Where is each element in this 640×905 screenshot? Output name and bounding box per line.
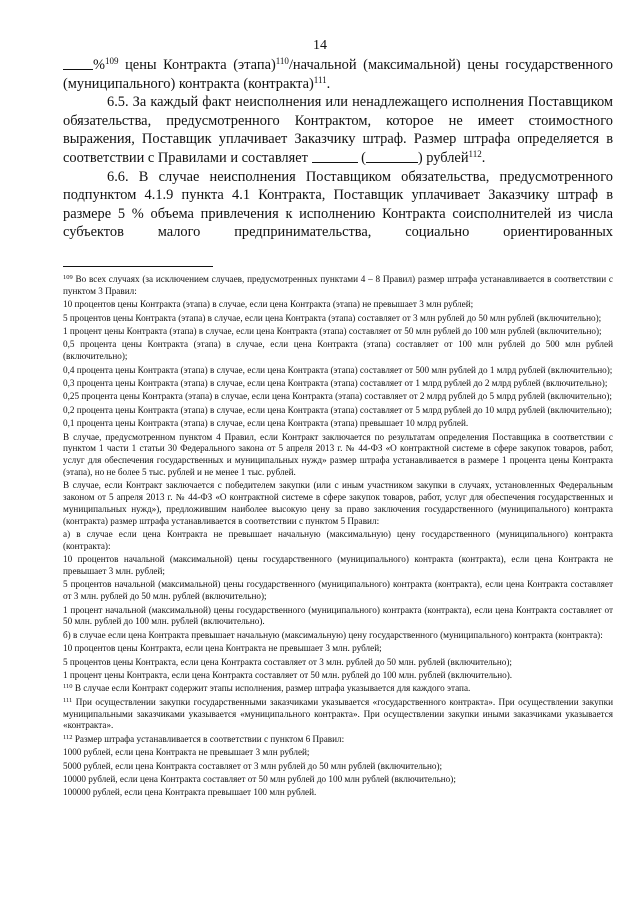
footnote-line: 1 процент начальной (максимальной) цены государственного (муниципального) контракта (контракта), если цена Контракта составляет от 50 млн. рублей до 100 млн. рублей (включительно). — [63, 604, 613, 627]
footnote-line: 1 процент цены Контракта, если цена Контракта составляет от 50 млн. рублей до 100 млн. рублей (включительно). — [63, 669, 513, 680]
footnote-111: $^{111}$ При осуществлении закупки государственными заказчиками указывается «государственного контракта». При осуществлении закупки муниципальными заказчиками указывается «муниципального контракта». При осуществлении закупки иными заказчиками указывается «контракта». — [63, 696, 613, 731]
paragraph-6-5: 6.5. За каждый факт неисполнения или ненадлежащего исполнения Поставщиком обязательства, предусмотренного Контрактом, которое не имеет стоимостного выражения, Поставщик уплачивает Заказчику штраф. Размер штрафа определяется в соответствии с Правилами и составляет ( ) рублей$^{112}$. — [63, 94, 613, 166]
footnote-line: В случае, если Контракт заключается с победителем закупки (или с иным участником закупки в случаях, установленных Федеральным законом от 5 апреля 2013 г. № 44-ФЗ «О контрактной системе в сфере закупок товаров, работ, услуг для обеспечения государственных и муниципальных нужд»), предложившим наиболее высокую цену за право заключения государственного (муниципального) контракта (контракта) размер штрафа устанавливается в соответствии с пунктом 5 Правил: — [63, 480, 613, 526]
paragraph-penalty-percent: %$^{109}$ цены Контракта (этапа)$^{110}$/начальной (максимальной) цены государственного (муниципального) контракта (контракта)$^{111}$. — [63, 56, 613, 92]
footnote-109: $^{109}$ Во всех случаях (за исключением случаев, предусмотренных пунктами 4 – 8 Правил) размер штрафа устанавливается в соответствии с пунктом 3 Правил: — [63, 274, 613, 296]
footnote-line: 10 процентов цены Контракта, если цена Контракта не превышает 3 млн. рублей; — [63, 643, 382, 654]
footnotes — [63, 274, 613, 801]
paragraph-6-6: 6.6. В случае неисполнения Поставщиком обязательства, предусмотренного подпунктом 4.1.9 пункта 4.1 Контракта, Поставщик уплачивает Заказчику штраф в размере 5 % объема привлечения к исполнению Контракта соисполнителей из числа субъектов малого предпринимательства, социально ориентированных — [63, 168, 613, 241]
footnote-line: б) в случае если цена Контракта превышает начальную (максимальную) цену государственного (муниципального) контракта (контракта): — [63, 629, 603, 640]
percent-blank — [63, 57, 93, 70]
page-number: 14 — [313, 38, 327, 53]
footnote-line: 5 процентов начальной (максимальной) цены государственного (муниципального) контракта (контракта), если цена Контракта составляет от 3 млн. рублей до 50 млн. рублей (включительно); — [63, 579, 613, 602]
footnote-ref-112: 112 — [468, 148, 482, 159]
footnote-line: 1000 рублей, если цена Контракта не превышает 3 млн рублей; — [63, 747, 310, 758]
footnote-line: 0,4 процента цены Контракта (этапа) в случае, если цена Контракта (этапа) составляет от 500 млн рублей до 1 млрд рублей (включительно); — [63, 364, 613, 375]
footnote-line: 100000 рублей, если цена Контракта превышает 100 млн рублей. — [63, 787, 317, 798]
footnote-line: 0,1 процента цены Контракта (этапа) в случае, если цена Контракта (этапа) превышает 10 млрд рублей. — [63, 418, 469, 429]
footnote-line: 0,3 процента цены Контракта (этапа) в случае, если цена Контракта (этапа) составляет от 1 млрд рублей до 2 млрд рублей (включительно); — [63, 377, 608, 388]
footnote-line: 5000 рублей, если цена Контракта составляет от 3 млн рублей до 50 млн рублей (включительно); — [63, 760, 443, 771]
footnote-line: 10 процентов цены Контракта (этапа) в случае, если цена Контракта (этапа) не превышает 3 млн рублей; — [63, 299, 474, 310]
footnote-line: 1 процент цены Контракта (этапа) в случае, если цена Контракта (этапа) составляет от 50 млн рублей до 100 млн рублей (включительно); — [63, 325, 602, 336]
footnote-ref-111: 111 — [313, 74, 327, 85]
footnote-line: 5 процентов цены Контракта (этапа) в случае, если цена Контракта (этапа) составляет от 3 млн рублей до 50 млн рублей (включительно); — [63, 312, 602, 323]
footnote-line: 0,2 процента цены Контракта (этапа) в случае, если цена Контракта (этапа) составляет от 5 млрд рублей до 10 млрд рублей (включительно); — [63, 404, 612, 415]
footnote-ref-109: 109 — [105, 56, 119, 66]
footnote-110: $^{110}$ В случае если Контракт содержит этапы исполнения, размер штрафа указывается для каждого этапа. — [63, 683, 471, 694]
footnote-line: В случае, предусмотренном пунктом 4 Правил, если Контракт заключается по результатам определения Поставщика в соответствии с пунктом 1 части 1 статьи 30 Федерального закона от 5 апреля 2013 г. № 44-ФЗ «О контрактной системе в сфере закупок товаров, работ, услуг для обеспечения государственных и муниципальных нужд» размер штрафа устанавливается в размере 1 процента цены Контракта (этапа), но не более 5 тыс. рублей и не менее 1 тыс. рублей. — [63, 431, 613, 477]
footnote-ref-110: 110 — [275, 56, 289, 66]
footnote-112: $^{112}$ Размер штрафа устанавливается в соответствии с пунктом 6 Правил: — [63, 733, 345, 744]
footnote-line: 5 процентов цены Контракта, если цена Контракта составляет от 3 млн. рублей до 50 млн. рублей (включительно); — [63, 656, 512, 667]
amount-words-blank — [366, 150, 418, 163]
footnote-separator — [63, 266, 213, 267]
footnote-line: 10000 рублей, если цена Контракта составляет от 50 млн рублей до 100 млн рублей (включительно); — [63, 773, 456, 784]
amount-blank — [312, 150, 358, 163]
main-text — [63, 56, 613, 242]
footnote-line: а) в случае если цена Контракта не превышает начальную (максимальную) цену государственного (муниципального) контракта (контракта): — [63, 529, 613, 551]
footnote-line: 0,25 процента цены Контракта (этапа) в случае, если цена Контракта (этапа) составляет от 2 млрд рублей до 5 млрд рублей (включительно); — [63, 391, 612, 402]
footnote-line: 10 процентов начальной (максимальной) цены государственного (муниципального) контракта (контракта), если цена Контракта не превышает 3 млн. рублей; — [63, 554, 613, 577]
footnote-line: 0,5 процента цены Контракта (этапа) в случае, если цена Контракта (этапа) составляет от 100 млн рублей до 500 млн рублей (включительно); — [63, 339, 613, 362]
